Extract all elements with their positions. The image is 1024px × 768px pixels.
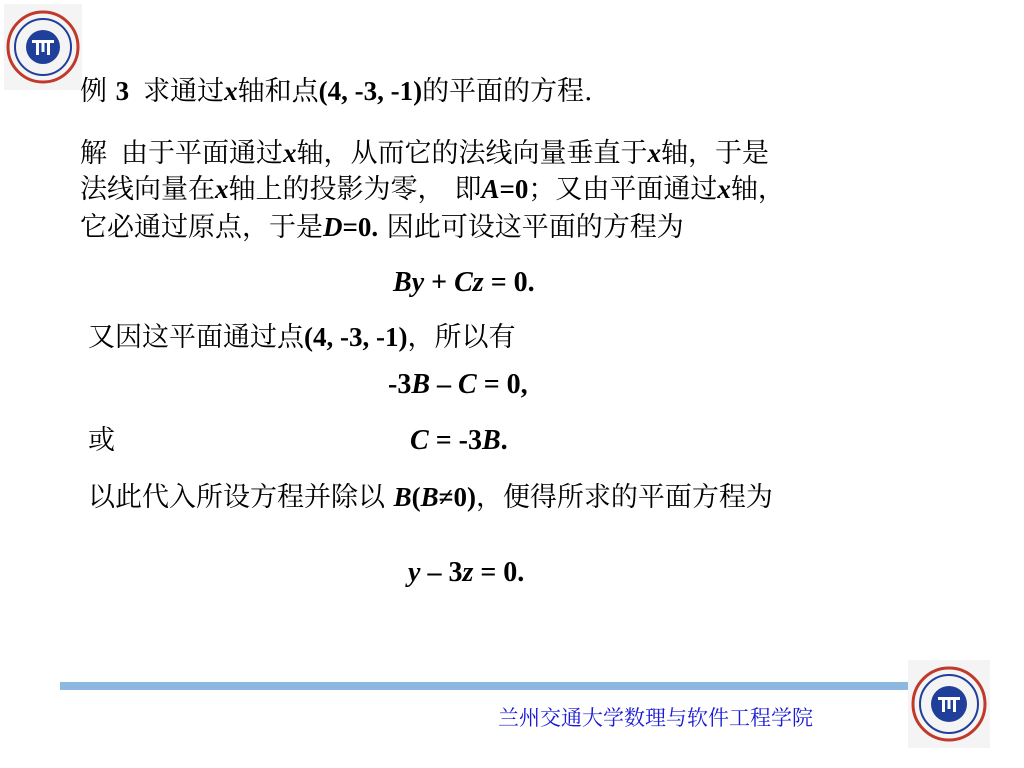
solution-line-1: 解 由于平面通过x轴，从而它的法线向量垂直于x轴，于是 [80,138,769,169]
equation-final-plane: y – 3z = 0. [408,557,525,588]
text-line-point: 又因这平面通过点(4, -3, -1)，所以有 [88,322,516,353]
equation-substitution: -3B – C = 0, [388,369,528,400]
university-seal-icon [4,4,82,90]
example-heading: 例 3 求通过x轴和点(4, -3, -1)的平面的方程. [80,76,593,107]
solution-line-3: 它必通过原点，于是D=0. 因此可设这平面的方程为 [80,212,684,243]
equation-plane-general: By + Cz = 0. [393,267,535,298]
or-label: 或 [88,425,115,456]
footer-institution: 兰州交通大学数理与软件工程学院 [498,706,813,730]
footer-divider [60,682,910,690]
solution-line-2: 法线向量在x轴上的投影为零， 即A=0；又由平面通过x轴， [80,174,785,205]
text-line-divide: 以此代入所设方程并除以 B(B≠0)，便得所求的平面方程为 [88,482,773,513]
university-seal-icon [908,660,990,748]
equation-c-relation: C = -3B. [410,425,508,456]
